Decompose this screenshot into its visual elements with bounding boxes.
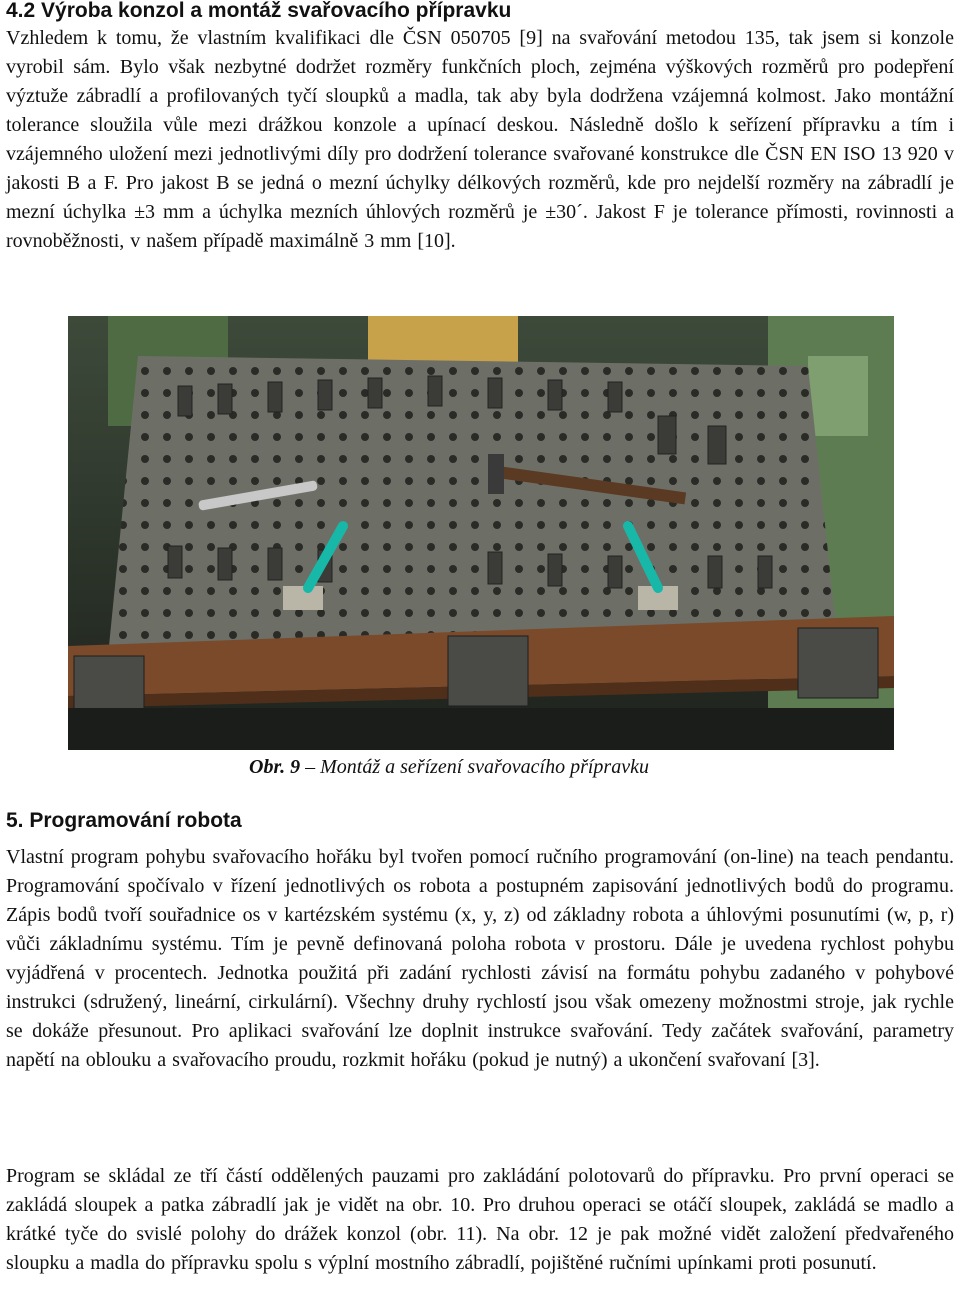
- section-heading-5: 5. Programování robota: [6, 809, 242, 832]
- figure-caption: [249, 754, 649, 780]
- welding-fixture-illustration: [68, 316, 894, 750]
- figure-caption-text: – Montáž a seřízení svařovacího přípravku: [305, 756, 649, 778]
- section-5-paragraph-2: Program se skládal ze tří částí oddělených pauzami pro zakládání polotovarů do přípravku. Pro první operaci se zakládá sloupek a patka zábradlí jak je vidět na obr. 10. Pro druhou operaci se otáčí sloupek, zakládá se madlo a krátké tyče do svislé polohy do drážek konzol (obr. 11). Na obr. 12 je pak možné vidět založení předvařeného sloupku a madla do přípravku spolu s výplní mostního zábradlí, pojištěné ručními upínkami proti posunutí.: [6, 1165, 954, 1274]
- section-5-paragraph-1: Vlastní program pohybu svařovacího hořáku byl tvořen pomocí ručního programování (on-line) na teach pendantu. Programování spočívalo v řízení jednotlivých os robota a postupném zapisování jednotlivých bodů do programu. Zápis bodů tvoří souřadnice os v kartézském systému (x, y, z) od základny robota a úhlovými posunutími (w, p, r) vůči základnímu systému. Tím je pevně definovaná poloha robota v prostoru. Dále je uvedena rychlost pohybu vyjádřená v procentech. Jednotka použitá při zadání rychlosti závisí na formátu pohybu zadaného v pohybové instrukci (sdružený, lineární, cirkulární). Všechny druhy rychlostí jsou však omezeny možnostmi stroje, jak rychle se dokáže přesunout. Pro aplikaci svařování lze doplnit instrukce svařování. Tedy začátek svařování, parametry napětí na oblouku a svařovacího proudu, rozkmit hořáku (pokud je nutný) a ukončení svařovaní [3].: [6, 846, 954, 1071]
- figure-label: Obr. 9: [249, 756, 301, 778]
- figure-welding-fixture-photo: [68, 316, 894, 750]
- section-4-2-paragraph: Vzhledem k tomu, že vlastním kvalifikaci dle ČSN 050705 [9] na svařování metodou 135, tak jsem si konzole vyrobil sám. Bylo však nezbytné dodržet rozměry funkčních ploch, zejména výškových rozměrů pro podepření výztuže zábradlí a profilovaných tyčí sloupků a madla, tak aby byla dodržena vzájemná kolmost. Jako montážní tolerance sloužila vůle mezi drážkou konzole a upínací deskou. Následně došlo k seřízení přípravku a tím i vzájemného uložení mezi jednotlivými díly pro dodržení tolerance svařované konstrukce dle ČSN EN ISO 13 920 v jakosti B a F. Pro jakost B se jedná o mezní úchylky délkových rozměrů, kde pro nejdelší rozměry na zábradlí je mezní úchylka ±3 mm a úchylka mezních úhlových rozměrů je ±30´. Jakost F je tolerance přímosti, rovinnosti a rovnoběžnosti, v našem případě maximálně 3 mm [10].: [6, 27, 954, 252]
- section-heading-4-2: 4.2 Výroba konzol a montáž svařovacího přípravku: [6, 0, 512, 22]
